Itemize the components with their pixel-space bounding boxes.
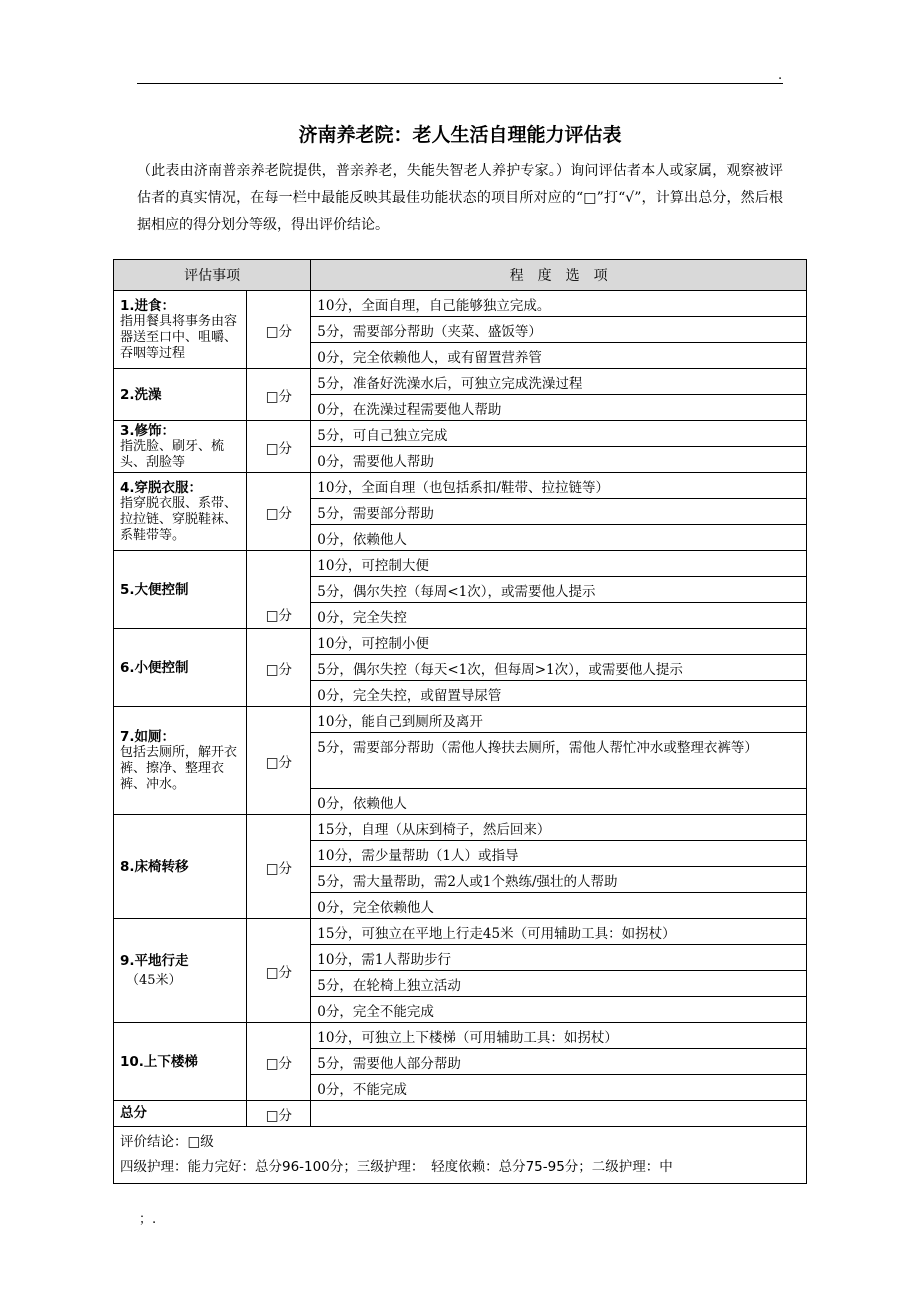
item-cell (114, 291, 247, 369)
option-text: 5分，准备好洗澡水后，可独立完成洗澡过程 (311, 369, 807, 395)
score-checkbox[interactable]: □分 (247, 473, 311, 551)
item-cell (114, 551, 247, 629)
option-text: 0分，完全依赖他人 (311, 893, 807, 919)
item-description: （45米） (126, 972, 182, 988)
option-text: 0分，依赖他人 (311, 525, 807, 551)
item-title: 3.修饰： (120, 422, 176, 439)
item-title: 7.如厕： (120, 728, 176, 745)
total-empty (311, 1101, 807, 1127)
item-title: 6.小便控制 (120, 659, 189, 676)
item-description: 指洗脸、刷牙、梳头、刮脸等 (120, 438, 225, 470)
option-text: 5分，需要部分帮助（需他人搀扶去厕所，需他人帮忙冲水或整理衣裤等） (311, 733, 807, 789)
item-cell (114, 421, 247, 473)
option-text: 0分，不能完成 (311, 1075, 807, 1101)
option-text: 5分，需要部分帮助 (311, 499, 807, 525)
table-row (114, 369, 807, 395)
score-checkbox[interactable]: □分 (247, 291, 311, 369)
item-title: 2.洗澡 (120, 386, 162, 403)
item-title: 5.大便控制 (120, 581, 189, 598)
score-checkbox[interactable]: □分 (247, 815, 311, 919)
footer-mark: ；. (139, 1212, 157, 1227)
table-row (114, 473, 807, 499)
table-header-row (114, 260, 807, 291)
score-checkbox[interactable]: □分 (247, 421, 311, 473)
option-text: 10分，能自己到厕所及离开 (311, 707, 807, 733)
score-checkbox[interactable]: □分 (247, 919, 311, 1023)
score-checkbox[interactable]: □分 (247, 629, 311, 707)
option-text: 15分，可独立在平地上行走45米（可用辅助工具：如拐杖） (311, 919, 807, 945)
option-text: 0分，完全不能完成 (311, 997, 807, 1023)
item-cell (114, 707, 247, 815)
total-label (114, 1101, 247, 1127)
total-label-text: 总分 (120, 1105, 147, 1121)
table-row (114, 629, 807, 655)
option-text: 10分，需1人帮助步行 (311, 945, 807, 971)
total-score[interactable]: □分 (247, 1101, 311, 1127)
item-description: 包括去厕所，解开衣裤、擦净、整理衣裤、冲水。 (120, 744, 238, 792)
option-text: 10分，需少量帮助（1人）或指导 (311, 841, 807, 867)
item-title: 1.进食： (120, 297, 176, 314)
option-text: 10分，全面自理（也包括系扣/鞋带、拉拉链等） (311, 473, 807, 499)
header-mark: . (778, 68, 783, 83)
option-text: 5分，在轮椅上独立活动 (311, 971, 807, 997)
option-text: 0分，完全失控 (311, 603, 807, 629)
item-cell (114, 919, 247, 1023)
option-text: 15分，自理（从床到椅子，然后回来） (311, 815, 807, 841)
table-row (114, 919, 807, 945)
option-text: 0分，完全失控，或留置导尿管 (311, 681, 807, 707)
item-description: 指用餐具将事务由容器送至口中、咀嚼、吞咽等过程 (120, 313, 238, 361)
option-text: 10分，可控制大便 (311, 551, 807, 577)
item-cell (114, 369, 247, 421)
table-row (114, 291, 807, 317)
score-checkbox[interactable]: □分 (247, 369, 311, 421)
score-checkbox[interactable]: □分 (247, 707, 311, 815)
score-checkbox[interactable]: □分 (247, 551, 311, 629)
item-cell (114, 473, 247, 551)
score-checkbox[interactable]: □分 (247, 1023, 311, 1101)
option-text: 10分，可控制小便 (311, 629, 807, 655)
option-text: 10分，全面自理，自己能够独立完成。 (311, 291, 807, 317)
header-item: 评估事项 (114, 260, 311, 291)
page-title: 济南养老院：老人生活自理能力评估表 (298, 124, 622, 146)
option-text: 10分，可独立上下楼梯（可用辅助工具：如拐杖） (311, 1023, 807, 1049)
item-title: 8.床椅转移 (120, 858, 189, 875)
header-options: 程 度 选 项 (311, 260, 807, 291)
table-row (114, 815, 807, 841)
option-text: 0分，依赖他人 (311, 789, 807, 815)
option-text: 5分，需要部分帮助（夹菜、盛饭等） (311, 317, 807, 343)
item-cell (114, 629, 247, 707)
header-rule (137, 83, 783, 84)
option-text: 5分，需要他人部分帮助 (311, 1049, 807, 1075)
conclusion-cell (114, 1127, 807, 1184)
item-description: 指穿脱衣服、系带、拉拉链、穿脱鞋袜、系鞋带等。 (120, 495, 238, 543)
assessment-table (113, 259, 807, 1184)
item-cell (114, 815, 247, 919)
option-text: 5分，偶尔失控（每周<1次），或需要他人提示 (311, 577, 807, 603)
item-cell (114, 1023, 247, 1101)
option-text: 5分，可自己独立完成 (311, 421, 807, 447)
table-row (114, 551, 807, 577)
table-row (114, 421, 807, 447)
levels-text: 四级护理：能力完好：总分96-100分；三级护理： 轻度依赖：总分75-95分；二级护理：中 (120, 1159, 673, 1175)
option-text: 0分，需要他人帮助 (311, 447, 807, 473)
conclusion-row (114, 1127, 807, 1184)
conclusion-text: 评价结论：□级 (120, 1134, 214, 1150)
intro-paragraph: （此表由济南普亲养老院提供，普亲养老，失能失智老人养护专家。）询问评估者本人或家属，观察被评估者的真实情况，在每一栏中最能反映其最佳功能状态的项目所对应的“□”打“√”，计算出总分，然后根据相应的得分划分等级，得出评价结论。 (137, 163, 783, 233)
option-text: 5分，需大量帮助，需2人或1个熟练/强壮的人帮助 (311, 867, 807, 893)
item-title: 4.穿脱衣服： (120, 479, 203, 496)
table-row (114, 1023, 807, 1049)
total-row (114, 1101, 807, 1127)
option-text: 0分，在洗澡过程需要他人帮助 (311, 395, 807, 421)
table-row (114, 707, 807, 733)
option-text: 5分，偶尔失控（每天<1次，但每周>1次），或需要他人提示 (311, 655, 807, 681)
item-title: 10.上下楼梯 (120, 1053, 198, 1070)
table-body (114, 291, 807, 1184)
item-title: 9.平地行走 (120, 952, 189, 969)
option-text: 0分，完全依赖他人，或有留置营养管 (311, 343, 807, 369)
